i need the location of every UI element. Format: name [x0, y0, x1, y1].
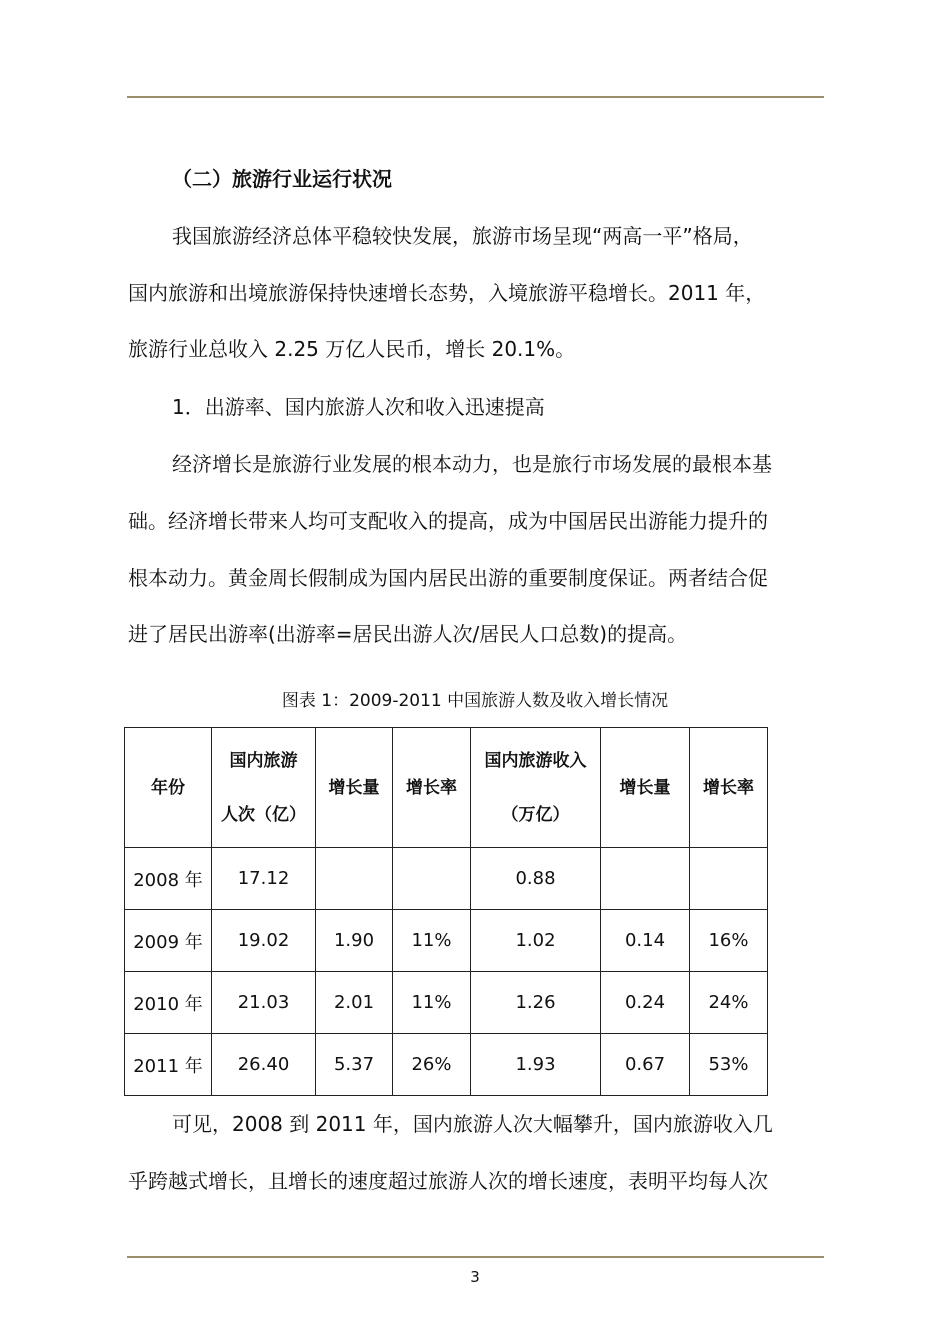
table-cell: 0.67 — [601, 1034, 690, 1096]
header-year: 年份 — [125, 728, 212, 848]
paragraph-line: 础。经济增长带来人均可支配收入的提高，成为中国居民出游能力提升的 — [128, 509, 768, 533]
table-row — [125, 910, 768, 972]
header-income-rate: 增长率 — [690, 728, 768, 848]
table-cell: 2009 年 — [125, 910, 212, 972]
table-cell: 2008 年 — [125, 848, 212, 910]
paragraph-line: 进了居民出游率(出游率=居民出游人次/居民人口总数)的提高。 — [128, 622, 688, 646]
table-cell: 11% — [393, 910, 471, 972]
table-cell: 0.88 — [471, 848, 601, 910]
table-cell: 5.37 — [316, 1034, 393, 1096]
table-header-row — [125, 728, 768, 848]
header-visits-growth: 增长量 — [316, 728, 393, 848]
table-row — [125, 848, 768, 910]
paragraph-line: 根本动力。黄金周长假制成为国内居民出游的重要制度保证。两者结合促 — [128, 566, 768, 590]
paragraph-line: 经济增长是旅游行业发展的根本动力，也是旅行市场发展的最根本基 — [172, 452, 772, 476]
table-cell: 2.01 — [316, 972, 393, 1034]
header-rule — [127, 96, 824, 98]
header-visits-line1: 国内旅游 — [229, 750, 298, 771]
table-cell — [393, 848, 471, 910]
tourism-table — [124, 727, 768, 1096]
table-cell: 16% — [690, 910, 768, 972]
table-row — [125, 972, 768, 1034]
header-income-growth: 增长量 — [601, 728, 690, 848]
table-cell: 17.12 — [212, 848, 316, 910]
table-cell: 0.14 — [601, 910, 690, 972]
table-row — [125, 1034, 768, 1096]
table-cell: 1.26 — [471, 972, 601, 1034]
table-cell: 11% — [393, 972, 471, 1034]
header-income-line2: （万亿） — [501, 804, 570, 825]
table-cell: 53% — [690, 1034, 768, 1096]
paragraph-line: 国内旅游和出境旅游保持快速增长态势，入境旅游平稳增长。2011 年， — [128, 281, 766, 305]
table-cell: 1.93 — [471, 1034, 601, 1096]
header-income-line1: 国内旅游收入 — [484, 750, 587, 771]
section-heading: （二）旅游行业运行状况 — [172, 167, 392, 191]
header-income — [471, 728, 601, 848]
subheading: 1．出游率、国内旅游人次和收入迅速提高 — [172, 395, 545, 419]
paragraph-line: 可见，2008 到 2011 年，国内旅游人次大幅攀升，国内旅游收入几 — [172, 1112, 773, 1136]
table-cell: 0.24 — [601, 972, 690, 1034]
table-cell: 26% — [393, 1034, 471, 1096]
header-visits-rate: 增长率 — [393, 728, 471, 848]
table-cell: 24% — [690, 972, 768, 1034]
table-caption: 图表 1：2009-2011 中国旅游人数及收入增长情况 — [281, 691, 669, 711]
table-cell: 1.90 — [316, 910, 393, 972]
table-cell: 2010 年 — [125, 972, 212, 1034]
paragraph-line: 我国旅游经济总体平稳较快发展，旅游市场呈现“两高一平”格局， — [172, 224, 753, 248]
header-visits — [212, 728, 316, 848]
paragraph-line: 乎跨越式增长，且增长的速度超过旅游人次的增长速度，表明平均每人次 — [128, 1169, 768, 1193]
header-visits-line2: 人次（亿） — [221, 804, 306, 825]
table-cell: 2011 年 — [125, 1034, 212, 1096]
table-cell — [690, 848, 768, 910]
table-cell: 21.03 — [212, 972, 316, 1034]
table-cell — [316, 848, 393, 910]
footer-rule — [127, 1256, 824, 1258]
paragraph-line: 旅游行业总收入 2.25 万亿人民币，增长 20.1%。 — [128, 337, 576, 361]
table-cell: 26.40 — [212, 1034, 316, 1096]
table-cell — [601, 848, 690, 910]
table-cell: 19.02 — [212, 910, 316, 972]
page-number: 3 — [470, 1268, 480, 1286]
table-cell: 1.02 — [471, 910, 601, 972]
